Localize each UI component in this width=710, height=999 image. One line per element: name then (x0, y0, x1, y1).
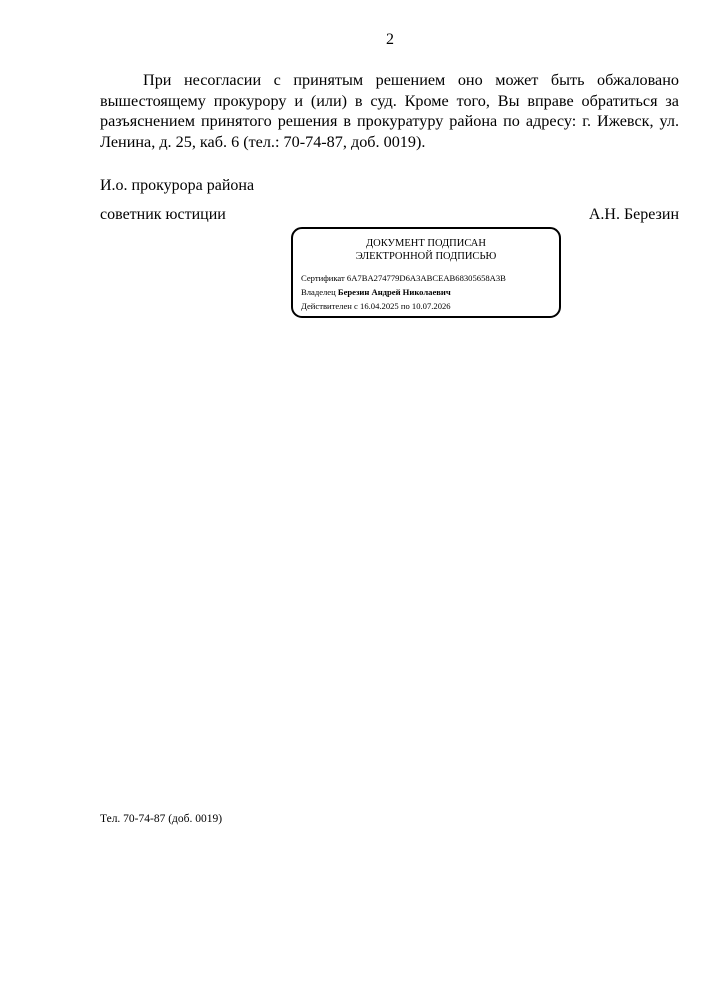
stamp-heading-line1: ДОКУМЕНТ ПОДПИСАН (366, 238, 486, 249)
body-paragraph: При несогласии с принятым решением оно может быть обжаловано вышестоящему прокурору и (или) в суд. Кроме того, Вы вправе обратиться за разъяснением принятого решения в прокуратуру района по адресу: г. Ижевск, ул. Ленина, д. 25, каб. 6 (тел.: 70-74-87, доб. 0019). (100, 71, 679, 151)
page-number: 2 (386, 31, 394, 48)
certificate-label: Сертификат (301, 273, 345, 283)
signatory-rank: советник юстиции (100, 206, 226, 223)
valid-from-label: с (354, 301, 358, 311)
valid-to-date: 10.07.2026 (411, 301, 451, 311)
electronic-signature-stamp (291, 227, 561, 318)
signatory-name: А.Н. Березин (588, 206, 679, 223)
valid-from-date: 16.04.2025 (360, 301, 399, 311)
valid-to-label: по (400, 301, 410, 311)
signatory-title: И.о. прокурора района (100, 177, 255, 194)
owner-value: Березин Андрей Николаевич (337, 287, 451, 297)
valid-label: Действителен (301, 301, 352, 311)
stamp-validity-row (301, 301, 451, 312)
footer-phone: Тел. 70-74-87 (доб. 0019) (100, 813, 223, 825)
certificate-value: 6A7BA274779D6A3ABCEAB68305658A3B (346, 273, 506, 283)
stamp-owner-row (301, 287, 451, 298)
stamp-heading-line2: ЭЛЕКТРОННОЙ ПОДПИСЬЮ (355, 251, 497, 262)
stamp-certificate-row (301, 273, 506, 284)
owner-label: Владелец (301, 287, 336, 297)
